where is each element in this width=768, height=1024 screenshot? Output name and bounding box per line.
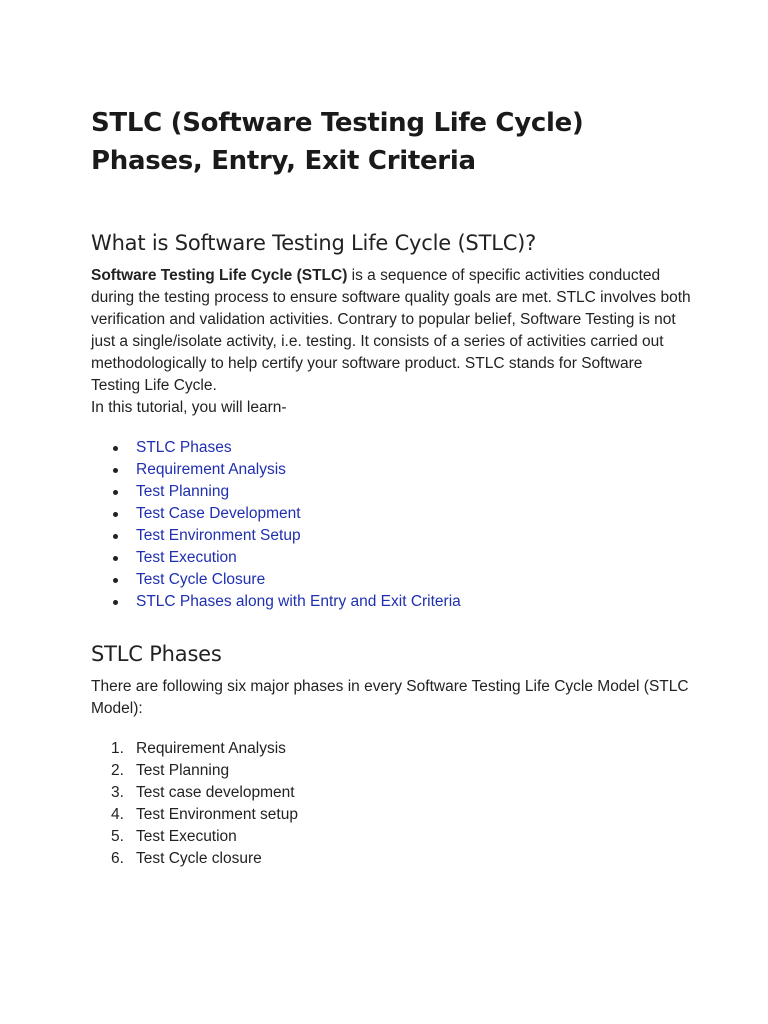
phases-list	[91, 738, 691, 870]
link-test-case-development[interactable]: Test Case Development	[136, 505, 301, 522]
link-stlc-entry-exit-criteria[interactable]: STLC Phases along with Entry and Exit Criteria	[136, 593, 461, 610]
phase-label: Requirement Analysis	[136, 740, 286, 757]
intro-paragraph	[91, 265, 691, 419]
list-number: 3.	[111, 784, 124, 801]
section-heading-what-is-stlc: What is Software Testing Life Cycle (STLC)?	[91, 231, 537, 255]
bullet-icon	[113, 490, 118, 495]
list-number: 4.	[111, 806, 124, 823]
document-page	[91, 104, 691, 870]
list-item	[91, 525, 691, 547]
list-item	[91, 569, 691, 591]
list-item	[91, 826, 691, 848]
list-item	[91, 591, 691, 613]
phase-label: Test Planning	[136, 762, 230, 779]
list-item	[91, 481, 691, 503]
link-test-cycle-closure[interactable]: Test Cycle Closure	[136, 571, 266, 588]
bullet-icon	[113, 446, 118, 451]
bullet-icon	[113, 534, 118, 539]
bullet-icon	[113, 512, 118, 517]
list-number: 2.	[111, 762, 124, 779]
phase-label: Test Execution	[136, 828, 237, 845]
bullet-icon	[113, 556, 118, 561]
list-item	[91, 547, 691, 569]
phases-intro-paragraph: There are following six major phases in every Software Testing Life Cycle Model (STLC Model):	[91, 678, 689, 717]
intro-bold-term: Software Testing Life Cycle (STLC)	[91, 267, 348, 284]
list-number: 6.	[111, 850, 124, 867]
phase-label: Test Cycle closure	[136, 850, 262, 867]
link-test-execution[interactable]: Test Execution	[136, 549, 237, 566]
list-item	[91, 804, 691, 826]
link-requirement-analysis[interactable]: Requirement Analysis	[136, 461, 286, 478]
list-item	[91, 760, 691, 782]
list-item	[91, 459, 691, 481]
tutorial-links-list	[91, 437, 691, 613]
bullet-icon	[113, 600, 118, 605]
link-test-environment-setup[interactable]: Test Environment Setup	[136, 527, 301, 544]
phase-label: Test case development	[136, 784, 295, 801]
page-title: STLC (Software Testing Life Cycle) Phases, Entry, Exit Criteria	[91, 108, 584, 176]
learn-line: In this tutorial, you will learn-	[91, 399, 287, 416]
list-number: 1.	[111, 740, 124, 757]
list-number: 5.	[111, 828, 124, 845]
link-stlc-phases[interactable]: STLC Phases	[136, 439, 232, 456]
link-test-planning[interactable]: Test Planning	[136, 483, 230, 500]
list-item	[91, 437, 691, 459]
list-item	[91, 738, 691, 760]
phase-label: Test Environment setup	[136, 806, 298, 823]
intro-text: is a sequence of specific activities conducted during the testing process to ensure software quality goals are met. STLC involves both verification and validation activities. Contrary to popular belief, Software Testing is not just a single/isolate activity, i.e. testing. It consists of a series of activities carried out methodologically to help certify your software product. STLC stands for Software Testing Life Cycle.	[91, 267, 691, 394]
list-item	[91, 848, 691, 870]
list-item	[91, 503, 691, 525]
bullet-icon	[113, 578, 118, 583]
section-heading-stlc-phases: STLC Phases	[91, 642, 222, 666]
list-item	[91, 782, 691, 804]
bullet-icon	[113, 468, 118, 473]
